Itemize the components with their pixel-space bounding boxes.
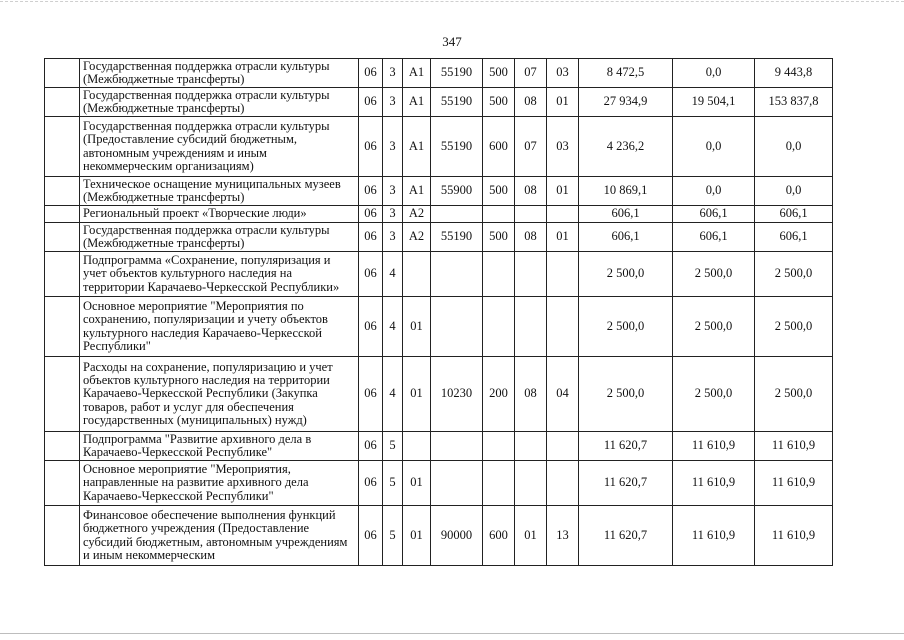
subprogram-code: 01 — [403, 461, 431, 506]
target-article-code: 55190 — [431, 117, 483, 177]
subsection-code: 03 — [547, 59, 579, 88]
amount-year-3: 2 500,0 — [755, 297, 833, 357]
row-indent-cell — [45, 223, 80, 252]
amount-year-1: 11 620,7 — [579, 432, 673, 461]
section-code: 01 — [515, 506, 547, 566]
row-name: Основное мероприятие "Мероприятия по сохранению, популяризации и учету объектов культурного наследия Карачаево-Черкесской Республики" — [80, 297, 359, 357]
subprogram-code: A2 — [403, 206, 431, 223]
section-code: 08 — [515, 223, 547, 252]
row-name: Государственная поддержка отрасли культуры (Предоставление субсидий бюджетным, автономным учреждениям и иным некоммерческим организациям) — [80, 117, 359, 177]
row-indent-cell — [45, 506, 80, 566]
subsection-code — [547, 461, 579, 506]
amount-year-1: 27 934,9 — [579, 88, 673, 117]
row-name: Расходы на сохранение, популяризацию и учет объектов культурного наследия на территории Карачаево-Черкесской Республики (Закупка товаров, работ и услуг для обеспечения государственных (муниципальных) нужд) — [80, 357, 359, 432]
expense-type-code: 600 — [483, 117, 515, 177]
subprogram-code — [403, 432, 431, 461]
amount-year-1: 2 500,0 — [579, 252, 673, 297]
expense-type-code: 600 — [483, 506, 515, 566]
amount-year-3: 0,0 — [755, 117, 833, 177]
amount-year-3: 606,1 — [755, 206, 833, 223]
program-code: 5 — [383, 432, 403, 461]
row-name: Техническое оснащение муниципальных музеев (Межбюджетные трансферты) — [80, 177, 359, 206]
target-article-code: 55190 — [431, 223, 483, 252]
amount-year-2: 2 500,0 — [673, 297, 755, 357]
subprogram-code: A1 — [403, 177, 431, 206]
subprogram-code: 01 — [403, 357, 431, 432]
target-article-code: 10230 — [431, 357, 483, 432]
subsection-code — [547, 252, 579, 297]
row-indent-cell — [45, 177, 80, 206]
program-code: 3 — [383, 223, 403, 252]
amount-year-1: 8 472,5 — [579, 59, 673, 88]
amount-year-1: 11 620,7 — [579, 506, 673, 566]
subprogram-code: A1 — [403, 117, 431, 177]
subsection-code: 01 — [547, 88, 579, 117]
section-code: 08 — [515, 88, 547, 117]
target-article-code: 55190 — [431, 88, 483, 117]
amount-year-1: 2 500,0 — [579, 297, 673, 357]
target-article-code: 90000 — [431, 506, 483, 566]
subprogram-code: 01 — [403, 297, 431, 357]
target-article-code — [431, 297, 483, 357]
ministry-code: 06 — [359, 59, 383, 88]
amount-year-2: 11 610,9 — [673, 506, 755, 566]
section-code — [515, 297, 547, 357]
scan-top-edge — [0, 1, 904, 2]
amount-year-3: 11 610,9 — [755, 432, 833, 461]
ministry-code: 06 — [359, 357, 383, 432]
subsection-code — [547, 297, 579, 357]
ministry-code: 06 — [359, 461, 383, 506]
row-indent-cell — [45, 252, 80, 297]
target-article-code — [431, 432, 483, 461]
target-article-code — [431, 461, 483, 506]
page-number: 347 — [442, 34, 462, 49]
amount-year-2: 0,0 — [673, 117, 755, 177]
amount-year-2: 11 610,9 — [673, 432, 755, 461]
amount-year-1: 606,1 — [579, 206, 673, 223]
ministry-code: 06 — [359, 297, 383, 357]
target-article-code — [431, 252, 483, 297]
ministry-code: 06 — [359, 223, 383, 252]
subsection-code — [547, 206, 579, 223]
table-row — [45, 206, 833, 223]
amount-year-3: 11 610,9 — [755, 461, 833, 506]
amount-year-1: 606,1 — [579, 223, 673, 252]
program-code: 4 — [383, 357, 403, 432]
row-indent-cell — [45, 88, 80, 117]
ministry-code: 06 — [359, 506, 383, 566]
row-indent-cell — [45, 117, 80, 177]
expense-type-code: 500 — [483, 223, 515, 252]
expense-type-code: 500 — [483, 59, 515, 88]
section-code: 07 — [515, 59, 547, 88]
row-name: Финансовое обеспечение выполнения функций бюджетного учреждения (Предоставление субсидий бюджетным, автономным учреждениям и иным некоммерческим — [80, 506, 359, 566]
row-name: Государственная поддержка отрасли культуры (Межбюджетные трансферты) — [80, 59, 359, 88]
amount-year-3: 11 610,9 — [755, 506, 833, 566]
program-code: 4 — [383, 297, 403, 357]
amount-year-1: 11 620,7 — [579, 461, 673, 506]
amount-year-2: 19 504,1 — [673, 88, 755, 117]
table-row — [45, 177, 833, 206]
table-row — [45, 461, 833, 506]
section-code — [515, 432, 547, 461]
subsection-code: 04 — [547, 357, 579, 432]
expense-type-code: 200 — [483, 357, 515, 432]
target-article-code — [431, 206, 483, 223]
table-row — [45, 117, 833, 177]
section-code: 08 — [515, 177, 547, 206]
section-code — [515, 206, 547, 223]
program-code: 3 — [383, 206, 403, 223]
ministry-code: 06 — [359, 252, 383, 297]
row-indent-cell — [45, 357, 80, 432]
table-body — [45, 59, 833, 566]
row-name: Подпрограмма «Сохранение, популяризация и учет объектов культурного наследия на территории Карачаево-Черкесской Республики» — [80, 252, 359, 297]
amount-year-2: 2 500,0 — [673, 252, 755, 297]
table-row — [45, 223, 833, 252]
subprogram-code — [403, 252, 431, 297]
amount-year-2: 0,0 — [673, 59, 755, 88]
subprogram-code: A2 — [403, 223, 431, 252]
row-name: Региональный проект «Творческие люди» — [80, 206, 359, 223]
program-code: 3 — [383, 59, 403, 88]
expense-type-code — [483, 297, 515, 357]
amount-year-2: 606,1 — [673, 206, 755, 223]
subprogram-code: A1 — [403, 88, 431, 117]
table-row — [45, 432, 833, 461]
row-indent-cell — [45, 59, 80, 88]
subsection-code: 13 — [547, 506, 579, 566]
amount-year-1: 4 236,2 — [579, 117, 673, 177]
amount-year-3: 153 837,8 — [755, 88, 833, 117]
ministry-code: 06 — [359, 206, 383, 223]
expense-type-code: 500 — [483, 177, 515, 206]
row-name: Государственная поддержка отрасли культуры (Межбюджетные трансферты) — [80, 223, 359, 252]
amount-year-2: 2 500,0 — [673, 357, 755, 432]
expense-type-code — [483, 432, 515, 461]
program-code: 4 — [383, 252, 403, 297]
amount-year-2: 0,0 — [673, 177, 755, 206]
expense-type-code — [483, 252, 515, 297]
amount-year-1: 2 500,0 — [579, 357, 673, 432]
row-name: Подпрограмма "Развитие архивного дела в Карачаево-Черкесской Республике" — [80, 432, 359, 461]
ministry-code: 06 — [359, 88, 383, 117]
subprogram-code: 01 — [403, 506, 431, 566]
subsection-code: 01 — [547, 223, 579, 252]
table-row — [45, 59, 833, 88]
amount-year-3: 606,1 — [755, 223, 833, 252]
section-code — [515, 252, 547, 297]
program-code: 3 — [383, 88, 403, 117]
table-row — [45, 297, 833, 357]
program-code: 3 — [383, 177, 403, 206]
row-indent-cell — [45, 461, 80, 506]
section-code — [515, 461, 547, 506]
subprogram-code: A1 — [403, 59, 431, 88]
amount-year-2: 11 610,9 — [673, 461, 755, 506]
row-name: Основное мероприятие "Мероприятия, направленные на развитие архивного дела Карачаево-Черкесской Республики" — [80, 461, 359, 506]
amount-year-3: 2 500,0 — [755, 357, 833, 432]
program-code: 3 — [383, 117, 403, 177]
ministry-code: 06 — [359, 432, 383, 461]
amount-year-3: 2 500,0 — [755, 252, 833, 297]
row-indent-cell — [45, 432, 80, 461]
program-code: 5 — [383, 506, 403, 566]
subsection-code: 01 — [547, 177, 579, 206]
budget-table — [44, 58, 833, 566]
table-row — [45, 506, 833, 566]
section-code: 08 — [515, 357, 547, 432]
target-article-code: 55900 — [431, 177, 483, 206]
subsection-code — [547, 432, 579, 461]
table-row — [45, 88, 833, 117]
subsection-code: 03 — [547, 117, 579, 177]
expense-type-code — [483, 461, 515, 506]
expense-type-code — [483, 206, 515, 223]
program-code: 5 — [383, 461, 403, 506]
ministry-code: 06 — [359, 177, 383, 206]
table-row — [45, 357, 833, 432]
expense-type-code: 500 — [483, 88, 515, 117]
amount-year-1: 10 869,1 — [579, 177, 673, 206]
ministry-code: 06 — [359, 117, 383, 177]
amount-year-3: 9 443,8 — [755, 59, 833, 88]
section-code: 07 — [515, 117, 547, 177]
row-indent-cell — [45, 206, 80, 223]
amount-year-3: 0,0 — [755, 177, 833, 206]
row-name: Государственная поддержка отрасли культуры (Межбюджетные трансферты) — [80, 88, 359, 117]
row-indent-cell — [45, 297, 80, 357]
table-row — [45, 252, 833, 297]
amount-year-2: 606,1 — [673, 223, 755, 252]
scan-bottom-edge — [0, 633, 904, 634]
target-article-code: 55190 — [431, 59, 483, 88]
